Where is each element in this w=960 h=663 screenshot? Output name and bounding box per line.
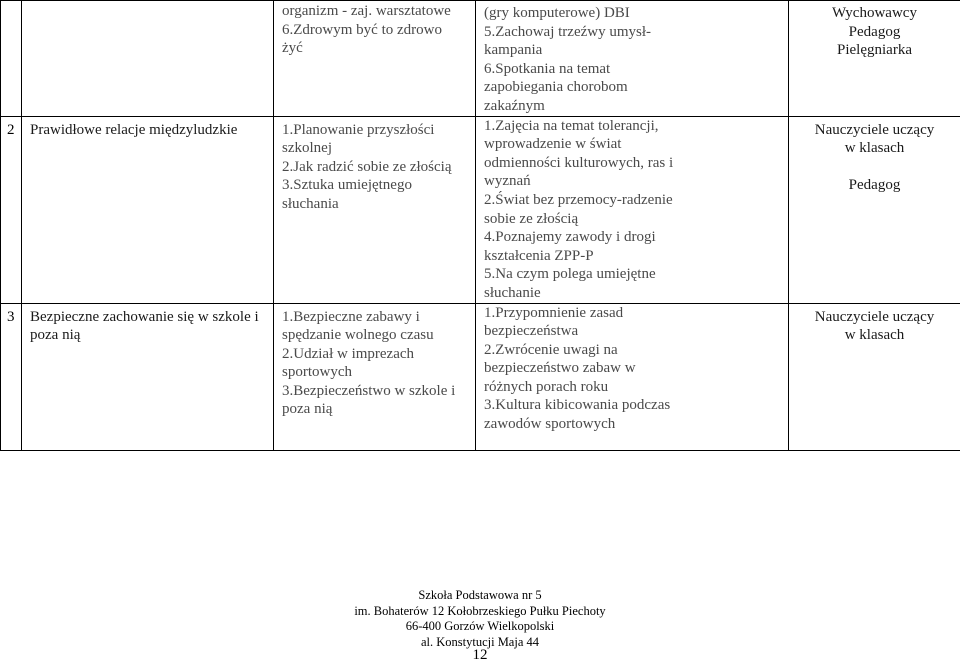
task-line: 2.Świat bez przemocy-radzenie [484, 191, 782, 210]
theme-line: 2.Jak radzić sobie ze złością [282, 158, 469, 177]
page-number: 12 [0, 647, 960, 663]
theme-line: 3.Bezpieczeństwo w szkole i [282, 382, 469, 401]
task-line: kampania [484, 41, 782, 60]
responsible-line: Pedagog [789, 23, 960, 42]
table-row [1, 303, 960, 450]
theme-line: słuchania [282, 195, 469, 214]
row-topic: Bezpieczne zachowanie się w szkole i poza nią [22, 303, 274, 450]
task-line: 5.Na czym polega umiejętne [484, 265, 782, 284]
task-line: zakaźnym [484, 97, 782, 116]
responsible-line: Nauczyciele uczący [789, 308, 960, 327]
theme-line: żyć [282, 39, 469, 58]
theme-line: organizm - zaj. warsztatowe [282, 2, 469, 21]
task-line: słuchanie [484, 284, 782, 303]
theme-line: 1.Planowanie przyszłości [282, 121, 469, 140]
task-line: 1.Zajęcia na temat tolerancji, [484, 117, 782, 136]
responsible-line: Nauczyciele uczący [789, 121, 960, 140]
responsible-line: Pedagog [789, 176, 960, 195]
row-tasks [476, 303, 789, 450]
task-line: 2.Zwrócenie uwagi na [484, 341, 782, 360]
theme-line: 2.Udział w imprezach [282, 345, 469, 364]
theme-line: 6.Zdrowym być to zdrowo [282, 21, 469, 40]
row-topic [22, 1, 274, 117]
responsible-spacer [789, 158, 960, 177]
task-line: 1.Przypomnienie zasad [484, 304, 782, 323]
responsible-line: Pielęgniarka [789, 41, 960, 60]
footer-street: al. Konstytucji Maja 44 [0, 635, 960, 651]
row-responsible [789, 116, 960, 303]
task-line: (gry komputerowe) DBI [484, 4, 782, 23]
task-line: odmienności kulturowych, ras i [484, 154, 782, 173]
task-line: kształcenia ZPP-P [484, 247, 782, 266]
footer-school-name: Szkoła Podstawowa nr 5 [0, 588, 960, 604]
page-footer [0, 588, 960, 650]
table-row [1, 116, 960, 303]
task-line: bezpieczeństwa [484, 322, 782, 341]
task-line: zapobiegania chorobom [484, 78, 782, 97]
theme-line: poza nią [282, 400, 469, 419]
row-tasks [476, 1, 789, 117]
task-line: zawodów sportowych [484, 415, 782, 434]
theme-line: sportowych [282, 363, 469, 382]
task-line: sobie ze złością [484, 210, 782, 229]
footer-patron: im. Bohaterów 12 Kołobrzeskiego Pułku Piechoty [0, 604, 960, 620]
theme-line: szkolnej [282, 139, 469, 158]
responsible-line: w klasach [789, 139, 960, 158]
task-line: różnych porach roku [484, 378, 782, 397]
row-themes [274, 303, 476, 450]
row-responsible [789, 1, 960, 117]
row-themes [274, 1, 476, 117]
table-row [1, 1, 960, 117]
theme-line: 3.Sztuka umiejętnego [282, 176, 469, 195]
task-line: 4.Poznajemy zawody i drogi [484, 228, 782, 247]
task-line: wyznań [484, 172, 782, 191]
task-line: bezpieczeństwo zabaw w [484, 359, 782, 378]
row-themes [274, 116, 476, 303]
theme-line: 1.Bezpieczne zabawy i [282, 308, 469, 327]
task-line: 3.Kultura kibicowania podczas [484, 396, 782, 415]
row-number: 3 [1, 303, 22, 450]
task-line: 5.Zachowaj trzeźwy umysł- [484, 23, 782, 42]
row-tasks [476, 116, 789, 303]
footer-city: 66-400 Gorzów Wielkopolski [0, 619, 960, 635]
task-line: wprowadzenie w świat [484, 135, 782, 154]
row-responsible [789, 303, 960, 450]
row-topic: Prawidłowe relacje międzyludzkie [22, 116, 274, 303]
row-number: 2 [1, 116, 22, 303]
row-number [1, 1, 22, 117]
theme-line: spędzanie wolnego czasu [282, 326, 469, 345]
task-line: 6.Spotkania na temat [484, 60, 782, 79]
responsible-line: Wychowawcy [789, 4, 960, 23]
responsible-line: w klasach [789, 326, 960, 345]
